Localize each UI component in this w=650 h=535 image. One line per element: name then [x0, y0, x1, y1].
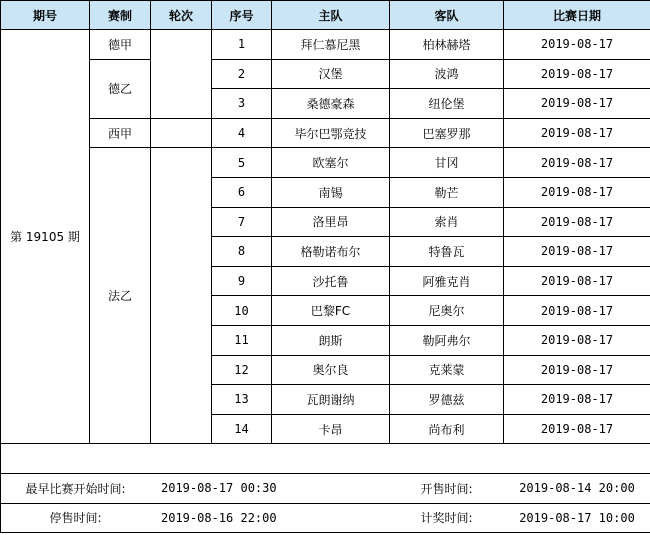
match-date-cell: 2019-08-17: [504, 118, 650, 148]
seq-cell: 13: [212, 385, 272, 415]
seq-cell: 5: [212, 148, 272, 178]
away-team-cell: 勒阿弗尔: [390, 325, 504, 355]
sale-open-value: 2019-08-14 20:00: [504, 473, 650, 503]
away-team-cell: 尚布利: [390, 414, 504, 444]
match-date-cell: 2019-08-17: [504, 325, 650, 355]
away-team-cell: 勒芒: [390, 177, 504, 207]
seq-cell: 14: [212, 414, 272, 444]
header-date: 比赛日期: [504, 1, 650, 30]
away-team-cell: 纽伦堡: [390, 89, 504, 119]
home-team-cell: 洛里昂: [272, 207, 390, 237]
seq-cell: 4: [212, 118, 272, 148]
match-date-cell: 2019-08-17: [504, 385, 650, 415]
table-row: [1, 148, 650, 178]
sale-stop-label: 停售时间:: [1, 503, 151, 533]
match-date-cell: 2019-08-17: [504, 237, 650, 267]
away-team-cell: 波鸿: [390, 59, 504, 89]
footer-row-start-sale: [1, 473, 650, 503]
header-seq: 序号: [212, 1, 272, 30]
seq-cell: 11: [212, 325, 272, 355]
seq-cell: 7: [212, 207, 272, 237]
spacer-row: [1, 444, 650, 474]
league-cell: 德乙: [90, 59, 151, 118]
match-date-cell: 2019-08-17: [504, 296, 650, 326]
match-date-cell: 2019-08-17: [504, 89, 650, 119]
seq-cell: 9: [212, 266, 272, 296]
period-cell: 第 19105 期: [1, 30, 90, 444]
spacer-cell: [212, 444, 272, 474]
home-team-cell: 奥尔良: [272, 355, 390, 385]
home-team-cell: 沙托鲁: [272, 266, 390, 296]
round-cell: [151, 118, 212, 148]
home-team-cell: 拜仁慕尼黑: [272, 30, 390, 60]
header-period: 期号: [1, 1, 90, 30]
away-team-cell: 巴塞罗那: [390, 118, 504, 148]
match-date-cell: 2019-08-17: [504, 59, 650, 89]
seq-cell: 2: [212, 59, 272, 89]
away-team-cell: 克莱蒙: [390, 355, 504, 385]
footer-row-stop-draw: [1, 503, 650, 533]
earliest-start-label: 最早比赛开始时间:: [1, 473, 151, 503]
away-team-cell: 柏林赫塔: [390, 30, 504, 60]
league-cell: 德甲: [90, 30, 151, 60]
draw-time-label: 计奖时间:: [390, 503, 504, 533]
header-row: [1, 1, 650, 30]
spacer-cell: [272, 444, 390, 474]
match-date-cell: 2019-08-17: [504, 177, 650, 207]
sale-stop-value: 2019-08-16 22:00: [151, 503, 390, 533]
seq-cell: 8: [212, 237, 272, 267]
home-team-cell: 毕尔巴鄂竞技: [272, 118, 390, 148]
table-row: [1, 118, 650, 148]
away-team-cell: 尼奥尔: [390, 296, 504, 326]
seq-cell: 3: [212, 89, 272, 119]
header-away: 客队: [390, 1, 504, 30]
draw-time-value: 2019-08-17 10:00: [504, 503, 650, 533]
table-row: [1, 30, 650, 60]
header-home: 主队: [272, 1, 390, 30]
spacer-cell: [90, 444, 151, 474]
away-team-cell: 甘冈: [390, 148, 504, 178]
header-competition: 赛制: [90, 1, 151, 30]
spacer-cell: [504, 444, 650, 474]
home-team-cell: 欧塞尔: [272, 148, 390, 178]
round-cell: [151, 30, 212, 119]
away-team-cell: 罗德兹: [390, 385, 504, 415]
match-date-cell: 2019-08-17: [504, 207, 650, 237]
home-team-cell: 桑德豪森: [272, 89, 390, 119]
round-cell: [151, 148, 212, 444]
spacer-cell: [1, 444, 90, 474]
seq-cell: 10: [212, 296, 272, 326]
away-team-cell: 特鲁瓦: [390, 237, 504, 267]
seq-cell: 6: [212, 177, 272, 207]
league-cell: 法乙: [90, 148, 151, 444]
earliest-start-value: 2019-08-17 00:30: [151, 473, 390, 503]
spacer-cell: [390, 444, 504, 474]
home-team-cell: 朗斯: [272, 325, 390, 355]
home-team-cell: 南锡: [272, 177, 390, 207]
home-team-cell: 汉堡: [272, 59, 390, 89]
sale-open-label: 开售时间:: [390, 473, 504, 503]
seq-cell: 12: [212, 355, 272, 385]
home-team-cell: 卡昂: [272, 414, 390, 444]
header-round: 轮次: [151, 1, 212, 30]
spacer-cell: [151, 444, 212, 474]
seq-cell: 1: [212, 30, 272, 60]
match-date-cell: 2019-08-17: [504, 355, 650, 385]
match-date-cell: 2019-08-17: [504, 30, 650, 60]
match-date-cell: 2019-08-17: [504, 266, 650, 296]
home-team-cell: 格勒诺布尔: [272, 237, 390, 267]
home-team-cell: 瓦朗谢纳: [272, 385, 390, 415]
away-team-cell: 索肖: [390, 207, 504, 237]
match-date-cell: 2019-08-17: [504, 414, 650, 444]
table-row: [1, 59, 650, 89]
home-team-cell: 巴黎FC: [272, 296, 390, 326]
away-team-cell: 阿雅克肖: [390, 266, 504, 296]
match-date-cell: 2019-08-17: [504, 148, 650, 178]
league-cell: 西甲: [90, 118, 151, 148]
